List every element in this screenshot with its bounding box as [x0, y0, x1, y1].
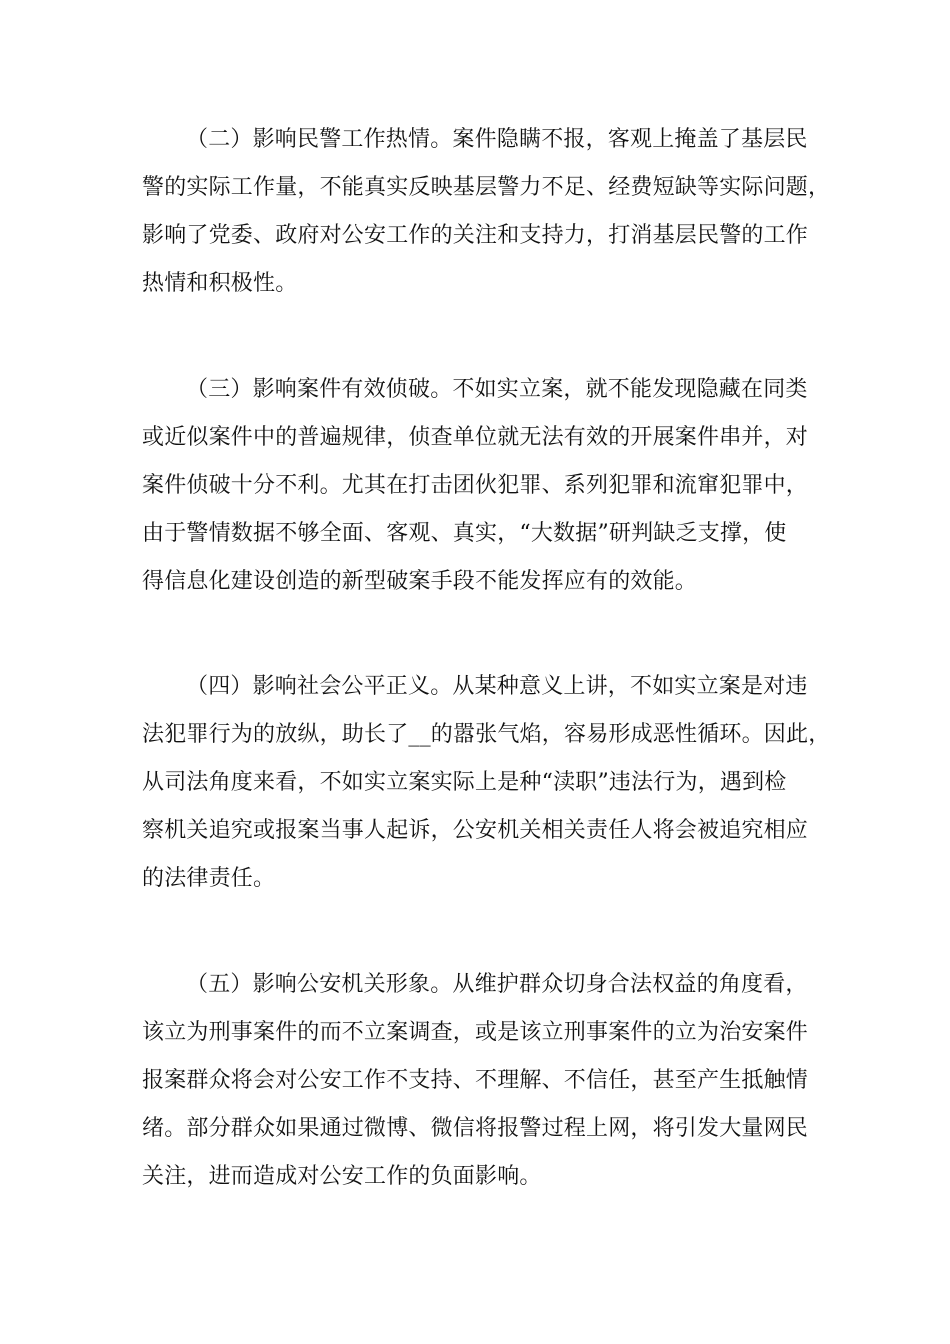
paragraph-line: （二）影响民警工作热情。案件隐瞒不报，客观上掩盖了基层民	[186, 127, 808, 152]
paragraph-line: 热情和积极性。	[142, 271, 298, 296]
paragraph-line: 的法律责任。	[142, 866, 276, 891]
paragraph-line: 案件侦破十分不利。尤其在打击团伙犯罪、系列犯罪和流窜犯罪中，	[142, 473, 809, 498]
paragraph-5-police-image	[142, 961, 822, 1201]
paragraph-line: （四）影响社会公平正义。从某种意义上讲，不如实立案是对违	[186, 674, 808, 699]
paragraph-line: 关注，进而造成对公安工作的负面影响。	[142, 1164, 542, 1189]
paragraph-2-work-enthusiasm	[142, 116, 831, 308]
paragraph-line: 报案群众将会对公安工作不支持、不理解、不信任，甚至产生抵触情	[142, 1068, 809, 1093]
paragraph-3-case-solving	[142, 366, 822, 606]
paragraph-line: 该立为刑事案件的而不立案调查，或是该立刑事案件的立为治安案件	[142, 1020, 809, 1045]
paragraph-line: （三）影响案件有效侦破。不如实立案，就不能发现隐藏在同类	[186, 377, 808, 402]
paragraph-line: 影响了党委、政府对公安工作的关注和支持力，打消基层民警的工作	[142, 223, 809, 248]
paragraph-line: 察机关追究或报案当事人起诉，公安机关相关责任人将会被追究相应	[142, 818, 809, 843]
paragraph-line: 得信息化建设创造的新型破案手段不能发挥应有的效能。	[142, 569, 698, 594]
paragraph-line: （五）影响公安机关形象。从维护群众切身合法权益的角度看，	[186, 972, 808, 997]
paragraph-line: 从司法角度来看，不如实立案实际上是种“渎职”违法行为，遇到检	[142, 770, 787, 795]
paragraph-line: 法犯罪行为的放纵，助长了__的嚣张气焰，容易形成恶性循环。因此，	[142, 722, 831, 747]
paragraph-4-social-justice	[142, 663, 831, 903]
paragraph-line: 警的实际工作量，不能真实反映基层警力不足、经费短缺等实际问题，	[142, 175, 831, 200]
paragraph-line: 绪。部分群众如果通过微博、微信将报警过程上网，将引发大量网民	[142, 1116, 809, 1141]
paragraph-line: 由于警情数据不够全面、客观、真实，“大数据”研判缺乏支撑，使	[142, 521, 787, 546]
paragraph-line: 或近似案件中的普遍规律，侦查单位就无法有效的开展案件串并，对	[142, 425, 809, 450]
